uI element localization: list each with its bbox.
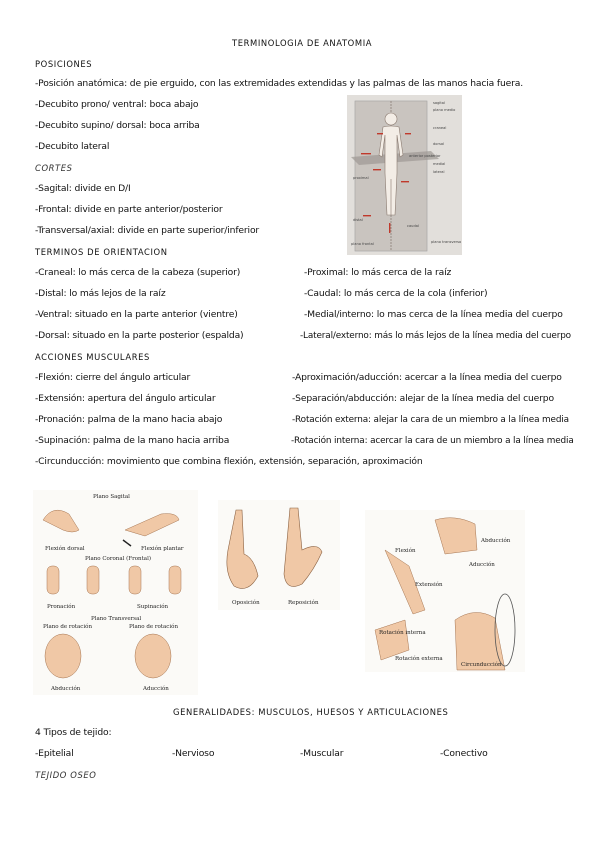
list-item: -Distal: lo más lejos de la raíz [35, 288, 166, 299]
figure-label: Abducción [51, 686, 81, 692]
figure-label: Circunducción [461, 662, 502, 668]
figure-label: dorsal [433, 142, 445, 146]
figure-label: anterior posterior [409, 154, 441, 158]
section-heading-cortes: CORTES [35, 163, 73, 173]
list-item: -Separación/abducción: alejar de la línea media del cuerpo [292, 393, 554, 404]
tipos-label: 4 Tipos de tejido: [35, 727, 112, 738]
list-item: -Decubito lateral [35, 141, 110, 152]
list-item: -Caudal: lo más cerca de la cola (inferior) [304, 288, 488, 299]
list-item: -Frontal: divide en parte anterior/posterior [35, 204, 223, 215]
list-item: -Nervioso [172, 748, 215, 759]
figure-label: lateral [433, 170, 445, 174]
section-heading-posiciones: POSICIONES [35, 59, 93, 69]
figure-label: Rotación externa [395, 656, 443, 662]
anatomical-planes-figure [347, 95, 462, 255]
list-item: -Medial/interno: lo mas cerca de la línea media del cuerpo [304, 309, 563, 320]
figure-label: plano transverso [431, 240, 462, 244]
figure-label: Extensión [415, 582, 443, 588]
figure-label: caudal [407, 224, 419, 228]
list-item: -Dorsal: situado en la parte posterior (espalda) [35, 330, 244, 341]
figure-label: Plano de rotación [43, 624, 92, 630]
list-item: -Circunducción: movimiento que combina flexión, extensión, separación, aproximación [35, 456, 423, 467]
figure-label: Flexión plantar [141, 546, 184, 552]
figure-label: plano frontal [351, 242, 374, 246]
list-item: -Rotación interna: acercar la cara de un miembro a la línea media [291, 436, 574, 446]
list-item: -Pronación: palma de la mano hacia abajo [35, 414, 223, 425]
figure-label: proximal [353, 176, 369, 180]
list-item: -Epitelial [35, 748, 74, 759]
list-item: -Sagital: divide en D/I [35, 183, 131, 194]
foot-movements-figure [33, 490, 198, 695]
figure-label: Pronación [47, 604, 76, 610]
list-item: -Decubito prono/ ventral: boca abajo [35, 99, 199, 110]
list-item: -Decubito supino/ dorsal: boca arriba [35, 120, 200, 131]
page-title: TERMINOLOGIA DE ANATOMIA [232, 38, 373, 48]
figure-label: Aducción [143, 686, 169, 692]
figure-label: Supinación [137, 604, 169, 610]
hand-opposition-figure [218, 500, 340, 610]
list-item: -Proximal: lo más cerca de la raíz [304, 267, 452, 278]
figure-label: Rotación interna [379, 630, 426, 636]
section-heading-generalidades: GENERALIDADES: MUSCULOS, HUESOS Y ARTICULACIONES [173, 707, 449, 717]
figure-label: Reposición [288, 600, 319, 606]
figure-label: Plano Coronal (Frontal) [85, 556, 151, 562]
figure-label: plano medio [433, 108, 456, 112]
section-heading-orientacion: TERMINOS DE ORIENTACION [35, 247, 168, 257]
list-item: -Ventral: situado en la parte anterior (vientre) [35, 309, 238, 320]
list-item: -Supinación: palma de la mano hacia arriba [35, 435, 230, 446]
section-heading-tejido-oseo: TEJIDO OSEO [35, 770, 97, 780]
figure-label: Flexión dorsal [45, 546, 85, 552]
list-item: -Transversal/axial: divide en parte superior/inferior [35, 225, 260, 236]
figure-label: Oposición [232, 600, 260, 606]
list-item: -Aproximación/aducción: acercar a la línea media del cuerpo [292, 372, 562, 383]
figure-label: medial [433, 162, 446, 166]
section-heading-acciones: ACCIONES MUSCULARES [35, 352, 150, 362]
arm-movements-figure [365, 510, 525, 672]
list-item: -Flexión: cierre del ángulo articular [35, 372, 191, 383]
list-item: -Muscular [300, 748, 344, 759]
figure-label: Aducción [469, 562, 495, 568]
list-item: -Lateral/externo: más lo más lejos de la línea media del cuerpo [300, 331, 571, 341]
figure-label: craneal [433, 126, 447, 130]
list-item: -Extensión: apertura del ángulo articular [35, 393, 216, 404]
list-item: -Rotación externa: alejar la cara de un miembro a la línea media [292, 415, 569, 425]
list-item: -Craneal: lo más cerca de la cabeza (superior) [35, 267, 241, 278]
list-item: -Conectivo [440, 748, 488, 759]
figure-label: Plano de rotación [129, 624, 178, 630]
figure-label: Plano Sagital [93, 494, 130, 500]
figure-label: sagital [433, 101, 445, 105]
list-item: -Posición anatómica: de pie erguido, con las extremidades extendidas y las palmas de las manos hacia fuera. [35, 78, 524, 89]
figure-label: Flexión [395, 548, 416, 554]
figure-label: distal [353, 218, 363, 222]
figure-label: Abducción [481, 538, 511, 544]
figure-label: Plano Transversal [91, 616, 142, 622]
